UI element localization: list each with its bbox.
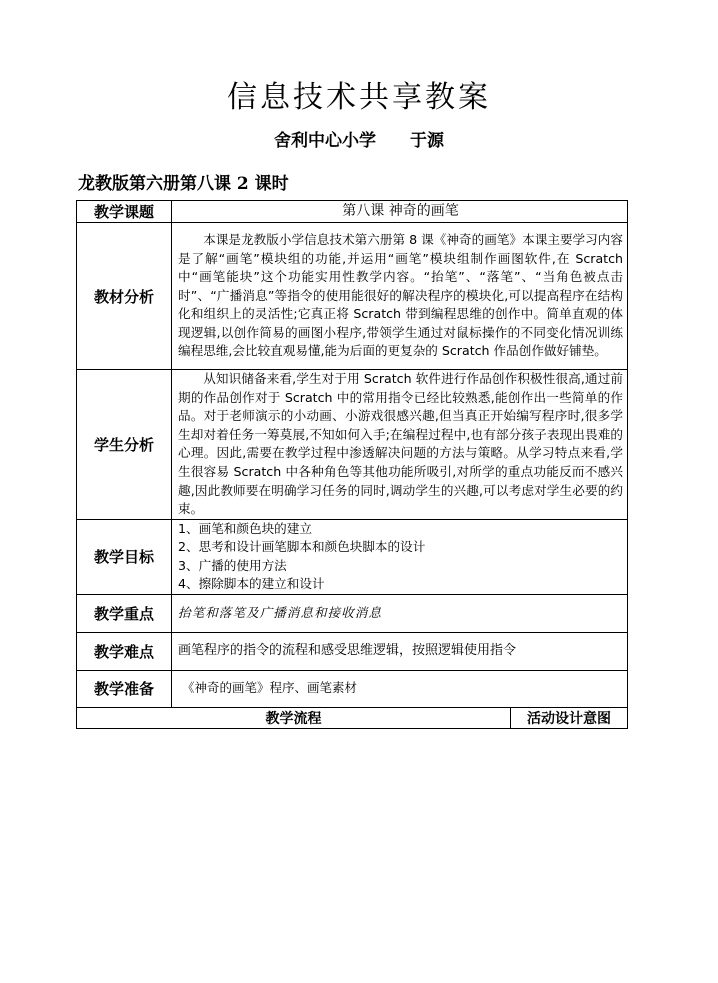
row-material [77,223,628,370]
teacher-name: 于源 [410,131,444,151]
goal-item: 3、广播的使用方法 [178,557,287,573]
lesson-plan-table [76,200,628,729]
goal-item: 4、擦除脚本的建立和设计 [178,576,325,592]
topic-label: 教学课题 [77,201,172,223]
topic-value: 第八课 神奇的画笔 [172,201,628,223]
preparation-label: 教学准备 [77,670,172,707]
difficulties-value: 画笔程序的指令的流程和感受思维逻辑，按照逻辑使用指令 [172,632,628,670]
page-title: 信息技术共享教案 [227,80,491,115]
difficulties-label: 教学难点 [77,632,172,670]
material-label: 教材分析 [77,223,172,370]
row-footer [77,707,628,728]
row-topic [77,201,628,223]
goal-item: 2、思考和设计画笔脚本和颜色块脚本的设计 [178,539,426,555]
row-students [77,370,628,520]
material-text: 本课是龙教版小学信息技术第六册第 8 课《神奇的画笔》本课主要学习内容是了解“画笔”模块组的功能,并运用“画笔”模块组制作画图软件,在 Scratch 中“画笔能块”这个功能实用性教学内容。“抬笔”、“落笔”、“当角色被点击时”、“广播消息”等指令的使用能很好的解决程序的模块化,可以提高程序在结构化和组织上的灵活性;它真正将 Scratch 带到编程思维的创作中。简单直观的体现逻辑,以创作简易的画图小程序,带领学生通过对鼠标操作的不同变化情况训练编程思维,会比较直观易懂,能为后面的更复杂的 Scratch 作品创作做好铺垫。 [172,223,628,370]
preparation-value: 《神奇的画笔》程序、画笔素材 [172,670,628,707]
students-label: 学生分析 [77,370,172,520]
row-key-points [77,594,628,632]
lesson-heading: 龙教版第六册第八课 2 课时 [78,174,289,194]
goals-label: 教学目标 [77,519,172,594]
key-points-value: 抬笔和落笔及广播消息和接收消息 [172,594,628,632]
process-header: 教学流程 [77,707,511,728]
goals-list [172,519,628,594]
row-difficulties [77,632,628,670]
row-goals [77,519,628,594]
intent-header: 活动设计意图 [511,707,628,728]
row-preparation [77,670,628,707]
students-text: 从知识储备来看,学生对于用 Scratch 软件进行作品创作积极性很高,通过前期的作品创作对于 Scratch 中的常用指令已经比较熟悉,能创作出一些简单的作品。对于老师演示的小动画、小游戏很感兴趣,但当真正开始编写程序时,很多学生却对着任务一筹莫展,不知如何入手;在编程过程中,也有部分孩子表现出畏难的心理。因此,需要在教学过程中渗透解决问题的方法与策略。从学习特点来看,学生很容易 Scratch 中各种角色等其他功能所吸引,对所学的重点功能反而不感兴趣,因此教师要在明确学习任务的同时,调动学生的兴趣,可以考虑对学生必要的约束。 [172,370,628,520]
key-points-label: 教学重点 [77,594,172,632]
goal-item: 1、画笔和颜色块的建立 [178,520,312,536]
school-name: 舍利中心小学 [274,131,376,151]
author-line [0,126,718,151]
